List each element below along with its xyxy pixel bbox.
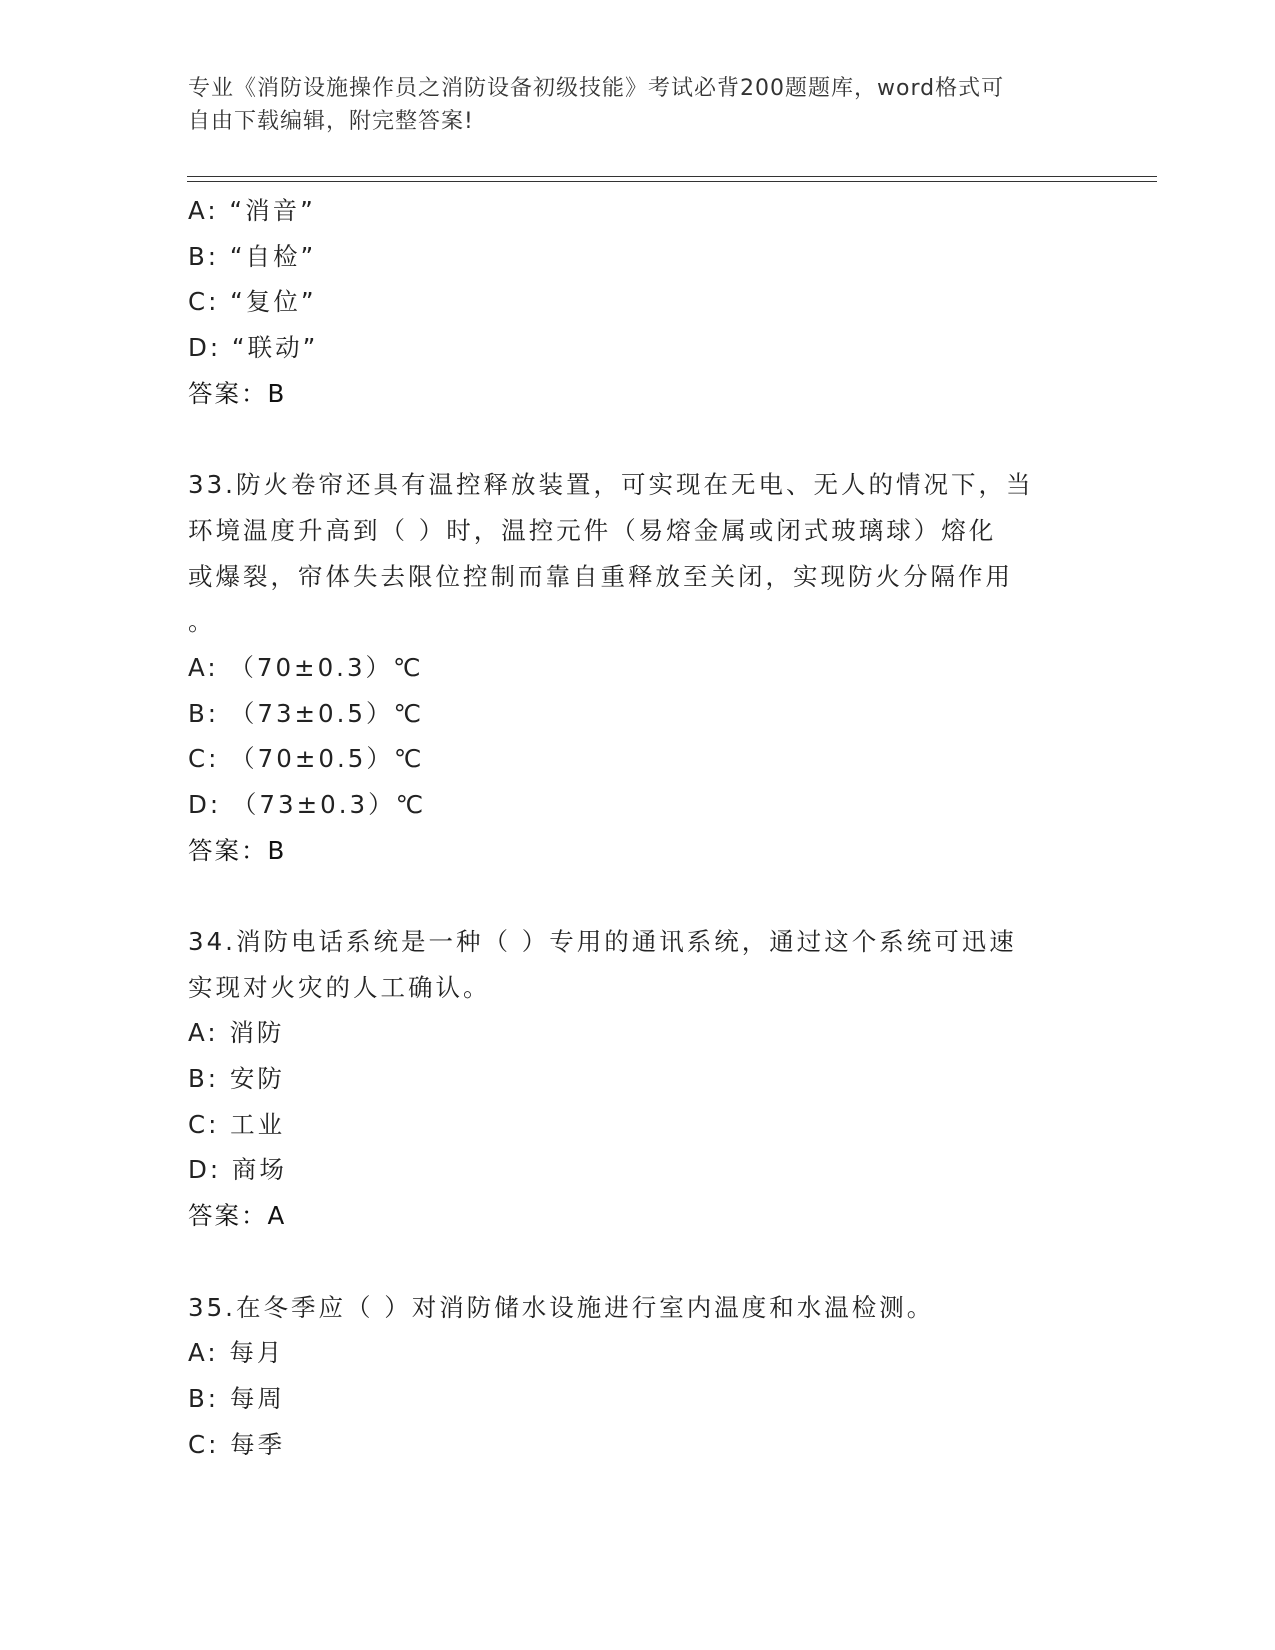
option-d: D: 商场	[188, 1155, 287, 1185]
question-stem-line: 。	[188, 607, 216, 637]
option-b: B: “自检”	[188, 241, 317, 271]
question-stem-line: 或爆裂，帘体失去限位控制而靠自重释放至关闭，实现防火分隔作用	[188, 561, 1013, 591]
option-c: C: 工业	[188, 1109, 286, 1139]
document-header	[188, 72, 1068, 138]
option-a: A: “消音”	[188, 196, 316, 225]
question-34	[188, 919, 1088, 1239]
question-list	[188, 188, 1088, 1467]
answer-label: 答案：B	[188, 835, 287, 865]
answer-label: 答案：A	[188, 1201, 287, 1231]
option-c: C: 每季	[188, 1429, 286, 1459]
header-line-1: 专业《消防设施操作员之消防设备初级技能》考试必背200题题库，word格式可	[188, 76, 1005, 101]
question-35	[188, 1285, 1088, 1468]
question-stem-line: 34.消防电话系统是一种（ ）专用的通讯系统，通过这个系统可迅速	[188, 927, 1017, 956]
question-stem-line: 实现对火灾的人工确认。	[188, 972, 491, 1002]
question-32	[188, 188, 1088, 416]
option-d: D: “联动”	[188, 333, 319, 363]
spacer	[188, 873, 1088, 919]
option-c: C: “复位”	[188, 287, 317, 317]
spacer	[188, 416, 1088, 462]
answer-label: 答案：B	[188, 378, 287, 408]
option-b: B: 每周	[188, 1383, 285, 1413]
option-b: B: （73±0.5）℃	[188, 698, 425, 728]
option-a: A: （70±0.3）℃	[188, 652, 424, 682]
question-stem-line: 环境温度升高到（ ）时，温控元件（易熔金属或闭式玻璃球）熔化	[188, 515, 997, 545]
question-stem-line: 35.在冬季应（ ）对消防储水设施进行室内温度和水温检测。	[188, 1292, 935, 1322]
question-stem-line: 33.防火卷帘还具有温控释放装置，可实现在无电、无人的情况下，当	[188, 470, 1034, 500]
question-33	[188, 462, 1088, 873]
option-a: A: 每月	[188, 1338, 285, 1368]
header-divider-top	[187, 176, 1157, 177]
header-divider-bottom	[187, 181, 1157, 182]
option-d: D: （73±0.3）℃	[188, 789, 427, 819]
option-b: B: 安防	[188, 1064, 285, 1094]
spacer	[188, 1239, 1088, 1285]
header-line-2: 自由下载编辑，附完整答案!	[188, 109, 474, 134]
option-c: C: （70±0.5）℃	[188, 744, 425, 774]
option-a: A: 消防	[188, 1018, 285, 1048]
